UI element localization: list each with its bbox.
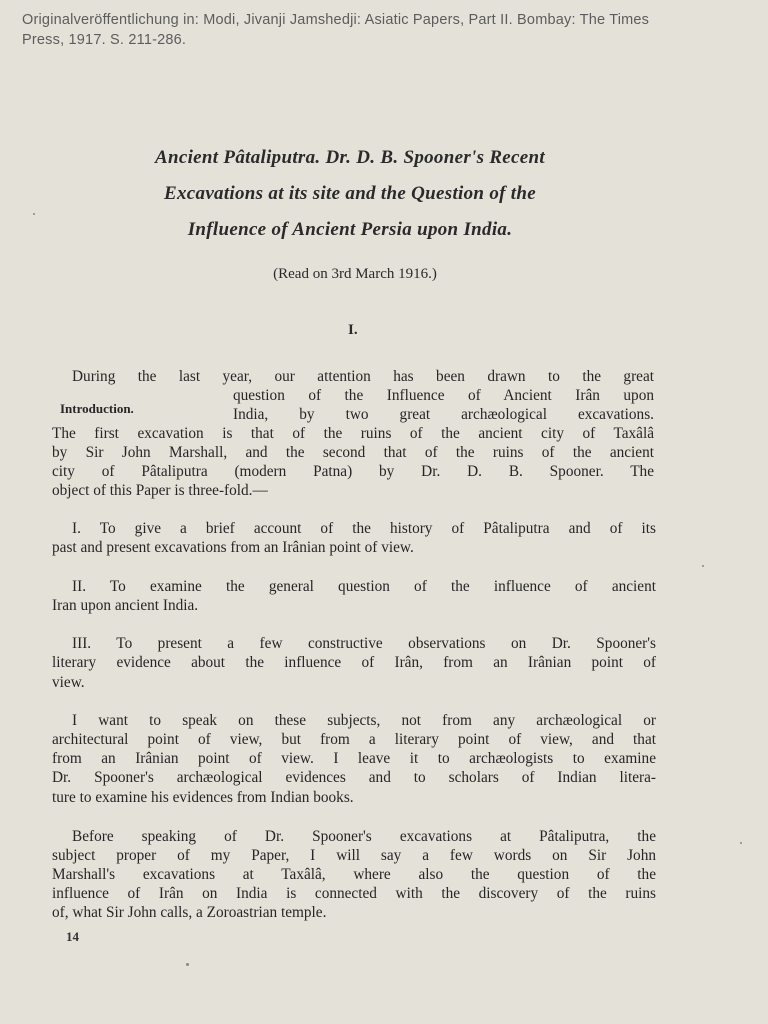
text-line: Iran upon ancient India. <box>52 597 199 614</box>
text-line: The first excavation is that of the ruins of the ancient city of Taxâlâ <box>52 425 654 442</box>
title-line-2: Excavations at its site and the Question of the <box>164 183 536 204</box>
text-line: object of this Paper is three-fold.— <box>52 482 268 499</box>
text-line: from an Irânian point of view. I leave it to archæologists to examine <box>52 750 656 767</box>
text-line: of, what Sir John calls, a Zoroastrian temple. <box>52 904 327 921</box>
margin-note-introduction: Introduction. <box>60 401 134 416</box>
scan-speck <box>186 963 189 966</box>
section-numeral: I. <box>348 322 358 338</box>
text-line: Marshall's excavations at Taxâlâ, where also the question of the <box>52 866 656 883</box>
text-line: influence of Irân on India is connected with the discovery of the ruins <box>52 885 656 902</box>
text-line: literary evidence about the influence of Irân, from an Irânian point of <box>52 654 656 671</box>
citation-line-2: Press, 1917. S. 211-286. <box>22 32 187 48</box>
read-on-date: (Read on 3rd March 1916.) <box>273 266 437 282</box>
text-line: by Sir John Marshall, and the second that of the ruins of the ancient <box>52 444 654 461</box>
text-line: view. <box>52 674 85 691</box>
text-line: Dr. Spooner's archæological evidences and to scholars of Indian litera- <box>52 769 656 786</box>
scan-speck <box>33 213 35 215</box>
scan-speck <box>740 842 742 844</box>
citation-line-1: Originalveröffentlichung in: Modi, Jivanji Jamshedji: Asiatic Papers, Part II. Bombay: The Times <box>22 12 650 28</box>
text-line: architectural point of view, but from a literary point of view, and that <box>52 731 656 748</box>
text-line: past and present excavations from an Irânian point of view. <box>52 539 414 556</box>
text-line: II. To examine the general question of the influence of ancient <box>72 578 656 595</box>
text-line: ture to examine his evidences from Indian books. <box>52 789 354 806</box>
text-line: During the last year, our attention has been drawn to the great <box>72 368 654 385</box>
scan-speck <box>702 565 704 567</box>
text-line: subject proper of my Paper, I will say a few words on Sir John <box>52 847 656 864</box>
text-line: I. To give a brief account of the history of Pâtaliputra and of its <box>72 520 656 537</box>
title-line-3: Influence of Ancient Persia upon India. <box>187 219 513 240</box>
title-line-1: Ancient Pâtaliputra. Dr. D. B. Spooner's Recent <box>155 147 545 168</box>
text-line: I want to speak on these subjects, not from any archæological or <box>72 712 656 729</box>
text-line: India, by two great archæological excavations. <box>233 406 654 423</box>
text-line: question of the Influence of Ancient Irân upon <box>233 387 654 404</box>
text-line: Before speaking of Dr. Spooner's excavations at Pâtaliputra, the <box>72 828 656 845</box>
page-number: 14 <box>66 929 79 944</box>
text-line: city of Pâtaliputra (modern Patna) by Dr. D. B. Spooner. The <box>52 463 654 480</box>
text-line: III. To present a few constructive observations on Dr. Spooner's <box>72 635 656 652</box>
